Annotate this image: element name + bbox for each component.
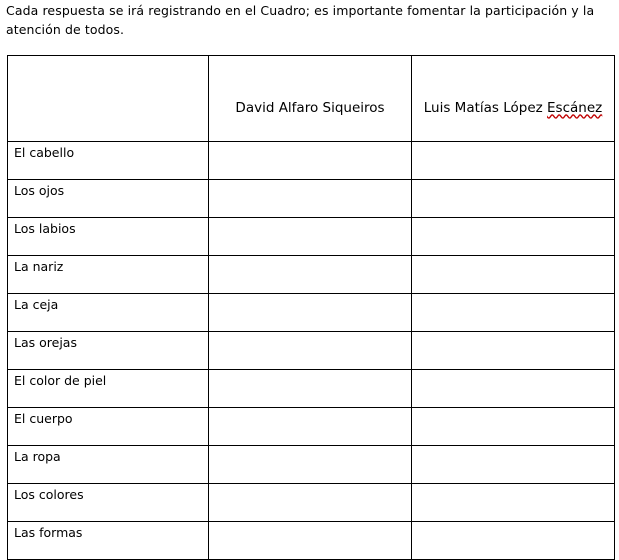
table-cell[interactable] (209, 446, 412, 484)
table-header-row (8, 56, 615, 142)
table-row (8, 484, 615, 522)
row-label: Los colores (8, 484, 209, 522)
table-cell[interactable] (412, 332, 615, 370)
row-label: El cabello (8, 142, 209, 180)
table-cell[interactable] (209, 370, 412, 408)
table-cell[interactable] (412, 370, 615, 408)
row-label: Las orejas (8, 332, 209, 370)
table-cell[interactable] (412, 408, 615, 446)
table-row (8, 180, 615, 218)
table-cell[interactable] (209, 484, 412, 522)
row-label: Las formas (8, 522, 209, 560)
intro-paragraph: Cada respuesta se irá registrando en el Cuadro; es importante fomentar la participación y la atención de todos. (6, 3, 595, 37)
table-cell[interactable] (412, 484, 615, 522)
header-lopez-escanez (412, 56, 615, 142)
table-cell[interactable] (209, 142, 412, 180)
table-row (8, 446, 615, 484)
table-cell[interactable] (412, 294, 615, 332)
row-label: El color de piel (8, 370, 209, 408)
table-cell[interactable] (209, 256, 412, 294)
table-cell[interactable] (209, 332, 412, 370)
row-label: La ropa (8, 446, 209, 484)
table-cell[interactable] (412, 218, 615, 256)
header-empty-cell (8, 56, 209, 142)
table-row (8, 332, 615, 370)
header-lopez-name: Luis Matías López (423, 99, 543, 116)
header-escanez-word: Escánez (547, 99, 603, 116)
table-cell[interactable] (412, 180, 615, 218)
table-row (8, 522, 615, 560)
row-label: El cuerpo (8, 408, 209, 446)
row-label: La ceja (8, 294, 209, 332)
table-cell[interactable] (412, 142, 615, 180)
table-row (8, 218, 615, 256)
header-siqueiros: David Alfaro Siqueiros (209, 56, 412, 142)
table-cell[interactable] (412, 522, 615, 560)
table-cell[interactable] (209, 294, 412, 332)
row-label: Los ojos (8, 180, 209, 218)
table-row (8, 256, 615, 294)
row-label: La nariz (8, 256, 209, 294)
row-label: Los labios (8, 218, 209, 256)
table-row (8, 294, 615, 332)
table-cell[interactable] (209, 522, 412, 560)
table-row (8, 408, 615, 446)
table-cell[interactable] (209, 408, 412, 446)
table-cell[interactable] (209, 218, 412, 256)
table-cell[interactable] (412, 446, 615, 484)
table-cell[interactable] (209, 180, 412, 218)
table-row (8, 142, 615, 180)
table-cell[interactable] (412, 256, 615, 294)
table-row (8, 370, 615, 408)
comparison-table (7, 55, 615, 560)
